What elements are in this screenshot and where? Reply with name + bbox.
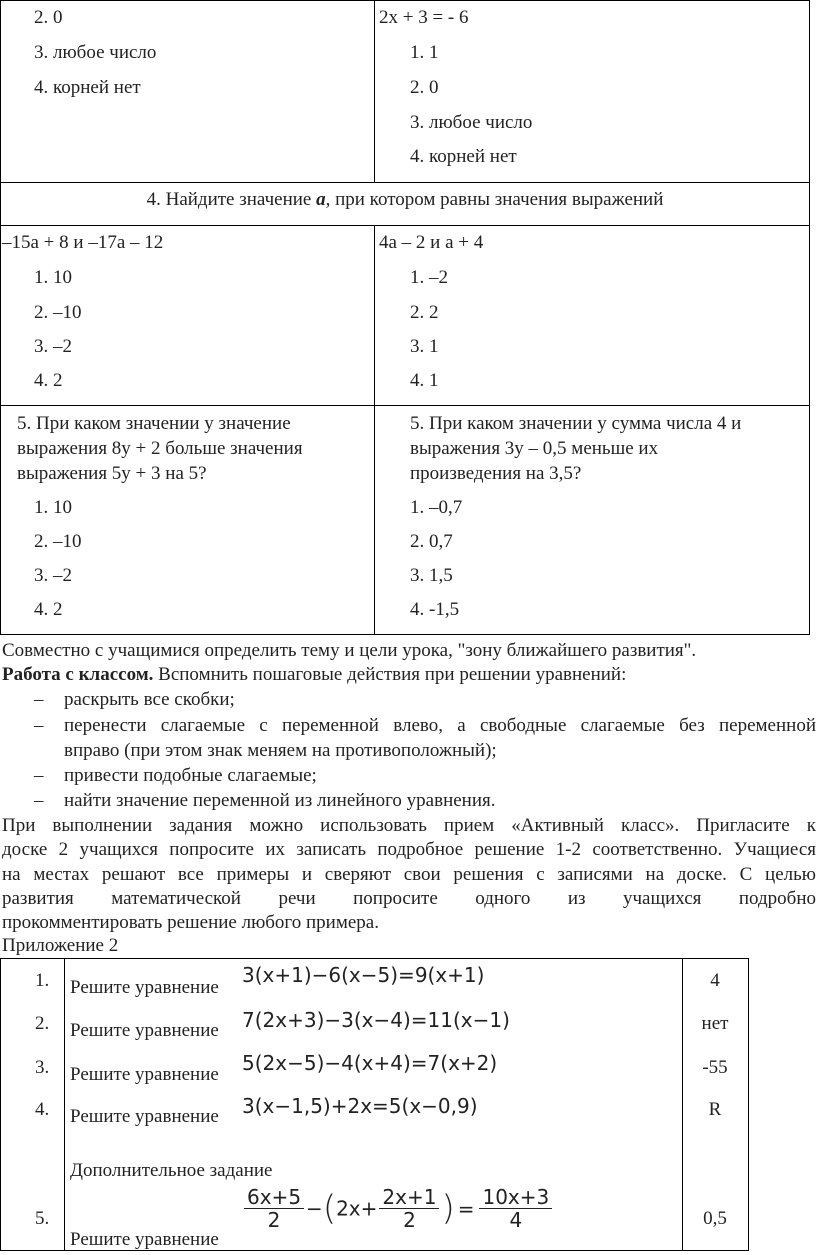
option-item: 2. –10 [34,302,82,323]
table-border [809,0,810,635]
option-item: 2. 2 [410,302,439,323]
answer: 4 [710,970,720,991]
task-label: Решите уравнение [70,1106,219,1127]
paragraph-line: прокомментировать решение любого примера. [2,912,379,933]
equation: 3(x−1,5)+2x=5(x−0,9) [242,1094,478,1118]
option-item: 3. –2 [34,565,72,586]
question-line: выражения 3y – 0,5 меньше их [410,438,659,459]
table-border [0,0,810,1]
intro-text: Совместно с учащимися определить тему и цели урока, "зону ближайшего развития". [2,640,697,661]
option-item: 1. –2 [410,267,448,288]
table-border [64,958,65,1251]
task-label: Решите уравнение [70,1229,219,1250]
question-line: произведения на 3,5? [410,463,582,484]
list-bullet: – [34,715,44,736]
question-line: 5. При каком значении y сумма числа 4 и [410,413,742,434]
task-label: Решите уравнение [70,1064,219,1085]
task-heading: 4. Найдите значение a, при котором равны значения выражений [146,189,664,210]
list-bullet: – [34,790,44,811]
option-item: 3. любое число [34,42,157,63]
option-item: 4. 1 [410,370,439,391]
task-label: Решите уравнение [70,977,219,998]
list-item: найти значение переменной из линейного уравнения. [64,790,496,811]
expression-text: –15a + 8 и –17a – 12 [2,232,164,253]
option-item: 4. корней нет [34,77,141,98]
table-border [0,634,810,635]
work-heading: Работа с классом. Вспомнить пошаговые действия при решении уравнений: [2,664,627,685]
paragraph-line: При выполнении задания можно использовать прием «Активный класс». Пригласите к [2,815,816,836]
list-bullet: – [34,765,44,786]
fraction: $\frac{2x+1}{2}$ [379,1186,439,1231]
list-item: вправо (при этом знак меняем на противоположный); [64,740,497,761]
row-number: 4. [35,1099,50,1120]
paragraph-line: развития математической речи попросите одного из учащихся подробно [2,888,816,909]
answer: -55 [702,1057,728,1078]
row-number: 3. [35,1057,50,1078]
equation-fraction: $\frac{6x+5}{2}$ −(2x+ $\frac{2x+1}{2}$ ) = $\frac{10x+3}{4}$ [242,1186,554,1231]
option-item: 4. 2 [34,370,63,391]
appendix-heading: Приложение 2 [2,935,119,956]
task-label: Решите уравнение [70,1020,219,1041]
row-number: 2. [35,1013,50,1034]
option-item: 4. корней нет [410,146,517,167]
question-line: выражения 8y + 2 больше значения [17,438,303,459]
equation: 5(2x−5)−4(x+4)=7(x+2) [242,1051,498,1075]
answer: R [708,1099,722,1120]
list-item: перенести слагаемые с переменной влево, а свободные слагаемые без переменной [64,715,816,736]
question-line: выражения 5y + 3 на 5? [17,463,207,484]
option-item: 2. 0 [410,77,439,98]
option-item: 3. 1 [410,336,439,357]
equation: 7(2x+3)−3(x−4)=11(x−1) [242,1008,510,1032]
paragraph-line: на местах решают все примеры и сверяют свои решения с записями на доске. С целью [2,864,816,885]
option-item: 1. 10 [34,497,72,518]
option-item: 2. 0,7 [410,531,453,552]
fraction: $\frac{10x+3}{4}$ [479,1186,552,1231]
row-number: 5. [35,1208,50,1229]
table-border [374,0,375,182]
option-item: 2. –10 [34,531,82,552]
table-border [0,225,810,226]
option-item: 1. 1 [410,42,439,63]
option-item: 1. 10 [34,267,72,288]
table-border [374,225,375,635]
extra-task-label: Дополнительное задание [70,1160,273,1181]
table-border [0,0,1,635]
option-item: 1. –0,7 [410,497,463,518]
paragraph-line: доске 2 учащихся попросите их записать подробное решение 1-2 соответственно. Учащиеся [2,839,816,860]
fraction: $\frac{6x+5}{2}$ [244,1186,304,1231]
equation-text: 2x + 3 = - 6 [379,7,469,28]
table-border [0,958,749,959]
list-bullet: – [34,689,44,710]
answer: нет [701,1013,729,1034]
option-item: 2. 0 [34,7,63,28]
option-item: 4. 2 [34,599,63,620]
list-item: раскрыть все скобки; [64,689,235,710]
table-border [0,182,810,183]
expression-text: 4a – 2 и a + 4 [379,232,484,253]
option-item: 4. -1,5 [410,599,460,620]
question-line: 5. При каком значении y значение [17,413,291,434]
option-item: 3. –2 [34,336,72,357]
list-item: привести подобные слагаемые; [64,765,317,786]
equation: 3(x+1)−6(x−5)=9(x+1) [242,963,485,987]
option-item: 3. 1,5 [410,565,453,586]
row-number: 1. [35,970,50,991]
option-item: 3. любое число [410,112,533,133]
table-border [0,958,1,1251]
table-border [748,958,749,1251]
answer: 0,5 [703,1208,727,1229]
table-border [0,405,810,406]
